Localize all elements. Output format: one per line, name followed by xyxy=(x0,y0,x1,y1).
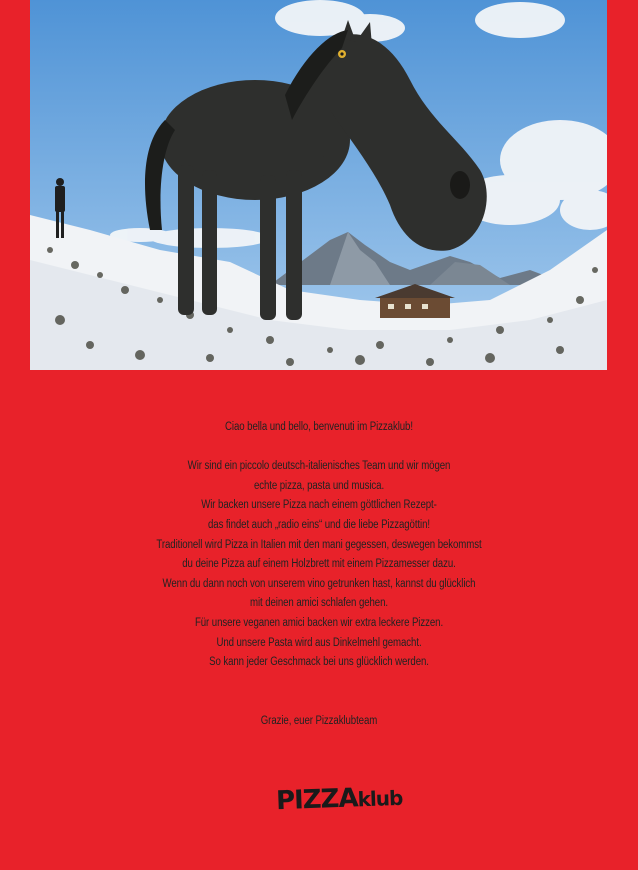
letter-signoff: Grazie, euer Pizzaklubteam xyxy=(260,714,378,727)
letter-line: Wir sind ein piccolo deutsch-italienisches Team und wir mögen xyxy=(187,460,451,473)
letter-line: mit deinen amici schlafen gehen. xyxy=(249,597,388,610)
letter-line: Für unsere veganen amici backen wir extra leckere Pizzen. xyxy=(194,616,444,629)
pizzaklub-logo xyxy=(275,783,403,824)
logo-part-pizza: PIZZA xyxy=(275,783,359,817)
letter-line: Traditionell wird Pizza in Italien mit den mani gegessen, deswegen bekommst xyxy=(156,538,482,551)
logo-wordmark xyxy=(276,782,403,816)
logo-part-klub: klub xyxy=(357,785,403,812)
letter-line: So kann jeder Geschmack bei uns glücklich werden. xyxy=(209,656,429,669)
letter-line: Und unsere Pasta wird aus Dinkelmehl gemacht. xyxy=(216,636,422,649)
letter-line: Wenn du dann noch von unserem vino getrunken hast, kannst du glücklich xyxy=(162,577,476,590)
welcome-letter xyxy=(51,418,587,731)
letter-line: echte pizza, pasta und musica. xyxy=(253,479,385,492)
horse-in-snowy-mountains-illustration xyxy=(30,0,607,370)
letter-line: das findet auch „radio eins“ und die liebe Pizzagöttin! xyxy=(208,518,430,531)
horse-photo xyxy=(30,0,607,370)
letter-line: Wir backen unsere Pizza nach einem göttlichen Rezept- xyxy=(201,499,437,512)
letter-line: du deine Pizza auf einem Holzbrett mit einem Pizzamesser dazu. xyxy=(182,558,456,571)
letter-greeting: Ciao bella und bello, benvenuti im Pizzaklub! xyxy=(225,421,413,433)
